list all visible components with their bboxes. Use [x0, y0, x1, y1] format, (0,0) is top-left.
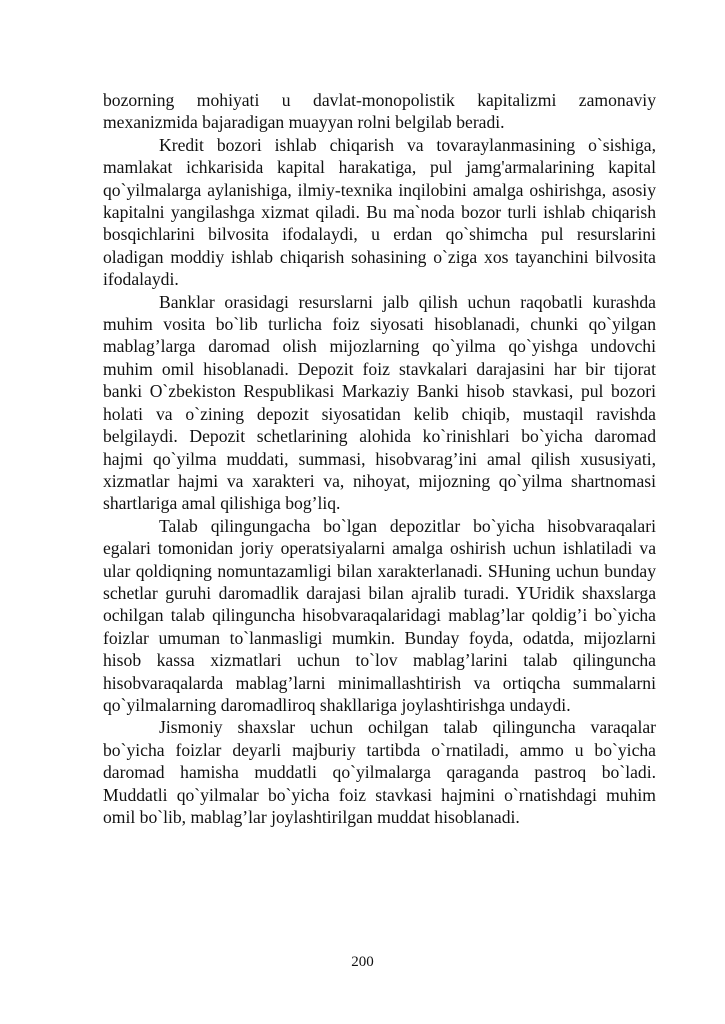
paragraph-1: bozorning mohiyati u davlat-monopolistik kapitalizmi zamonaviy mexanizmida bajaradigan muayyan rolni belgilab beradi.	[103, 90, 656, 133]
page-number: 200	[351, 954, 374, 970]
body-text	[103, 89, 656, 828]
paragraph-3: Banklar orasidagi resurslarni jalb qilish uchun raqobatli kurashda muhim vosita bo`lib turlicha foiz siyosati hisoblanadi, chunki qo`yilgan mablag’larga daromad olish mijozlarning qo`yilma qo`yishga undovchi muhim omil hisoblanadi. Depozit foiz stavkalari darajasini har bir tijorat banki O`zbekiston Respublikasi Markaziy Banki hisob stavkasi, pul bozori holati va o`zining depozit siyosatidan kelib chiqib, mustaqil ravishda belgilaydi. Depozit schetlarining alohida ko`rinishlari bo`yicha daromad hajmi qo`yilma muddati, summasi, hisobvarag’ini amal qilish xususiyati, xizmatlar hajmi va xarakteri va, nihoyat, mijozning qo`yilma shartnomasi shartlariga amal qilishiga bog’liq.	[103, 291, 656, 514]
paragraph-2: Kredit bozori ishlab chiqarish va tovaraylanmasining o`sishiga, mamlakat ichkarisida kapital harakatiga, pul jamg'armalarining kapital qo`yilmalarga aylanishiga, ilmiy-texnika inqilobini amalga oshirishga, asosiy kapitalni yangilashga xizmat qiladi. Bu ma`noda bozor turli ishlab chiqarish bosqichlarini bilvosita ifodalaydi, u erdan qo`shimcha pul resurslarini oladigan moddiy ishlab chiqarish sohasining o`ziga xos tayanchini bilvosita ifodalaydi.	[103, 134, 656, 290]
paragraph-4: Talab qilingungacha bo`lgan depozitlar bo`yicha hisobvaraqalari egalari tomonidan joriy operatsiyalarni amalga oshirish uchun ishlatiladi va ular qoldiqning nomuntazamligi bilan xarakterlanadi. SHuning uchun bunday schetlar guruhi daromadlik darajasi bilan ajralib turadi. YUridik shaxslarga ochilgan talab qilinguncha hisobvaraqalaridagi mablag’lar qoldig’i bo`yicha foizlar umuman to`lanmasligi mumkin. Bunday foyda, odatda, mijozlarni hisob kassa xizmatlari uchun to`lov mablag’larini talab qilinguncha hisobvaraqalarda mablag’larni minimallashtirish va ortiqcha summalarni qo`yilmalarning daromadliroq shakllariga joylashtirishga undaydi.	[103, 515, 656, 715]
paragraph-5: Jismoniy shaxslar uchun ochilgan talab qilinguncha varaqalar bo`yicha foizlar deyarli majburiy tartibda o`rnatiladi, ammo u bo`yicha daromad hamisha muddatli qo`yilmalarga qaraganda pastroq bo`ladi. Muddatli qo`yilmalar bo`yicha foiz stavkasi hajmini o`rnatishdagi muhim omil bo`lib, mablag’lar joylashtirilgan muddat hisoblanadi.	[103, 717, 656, 827]
